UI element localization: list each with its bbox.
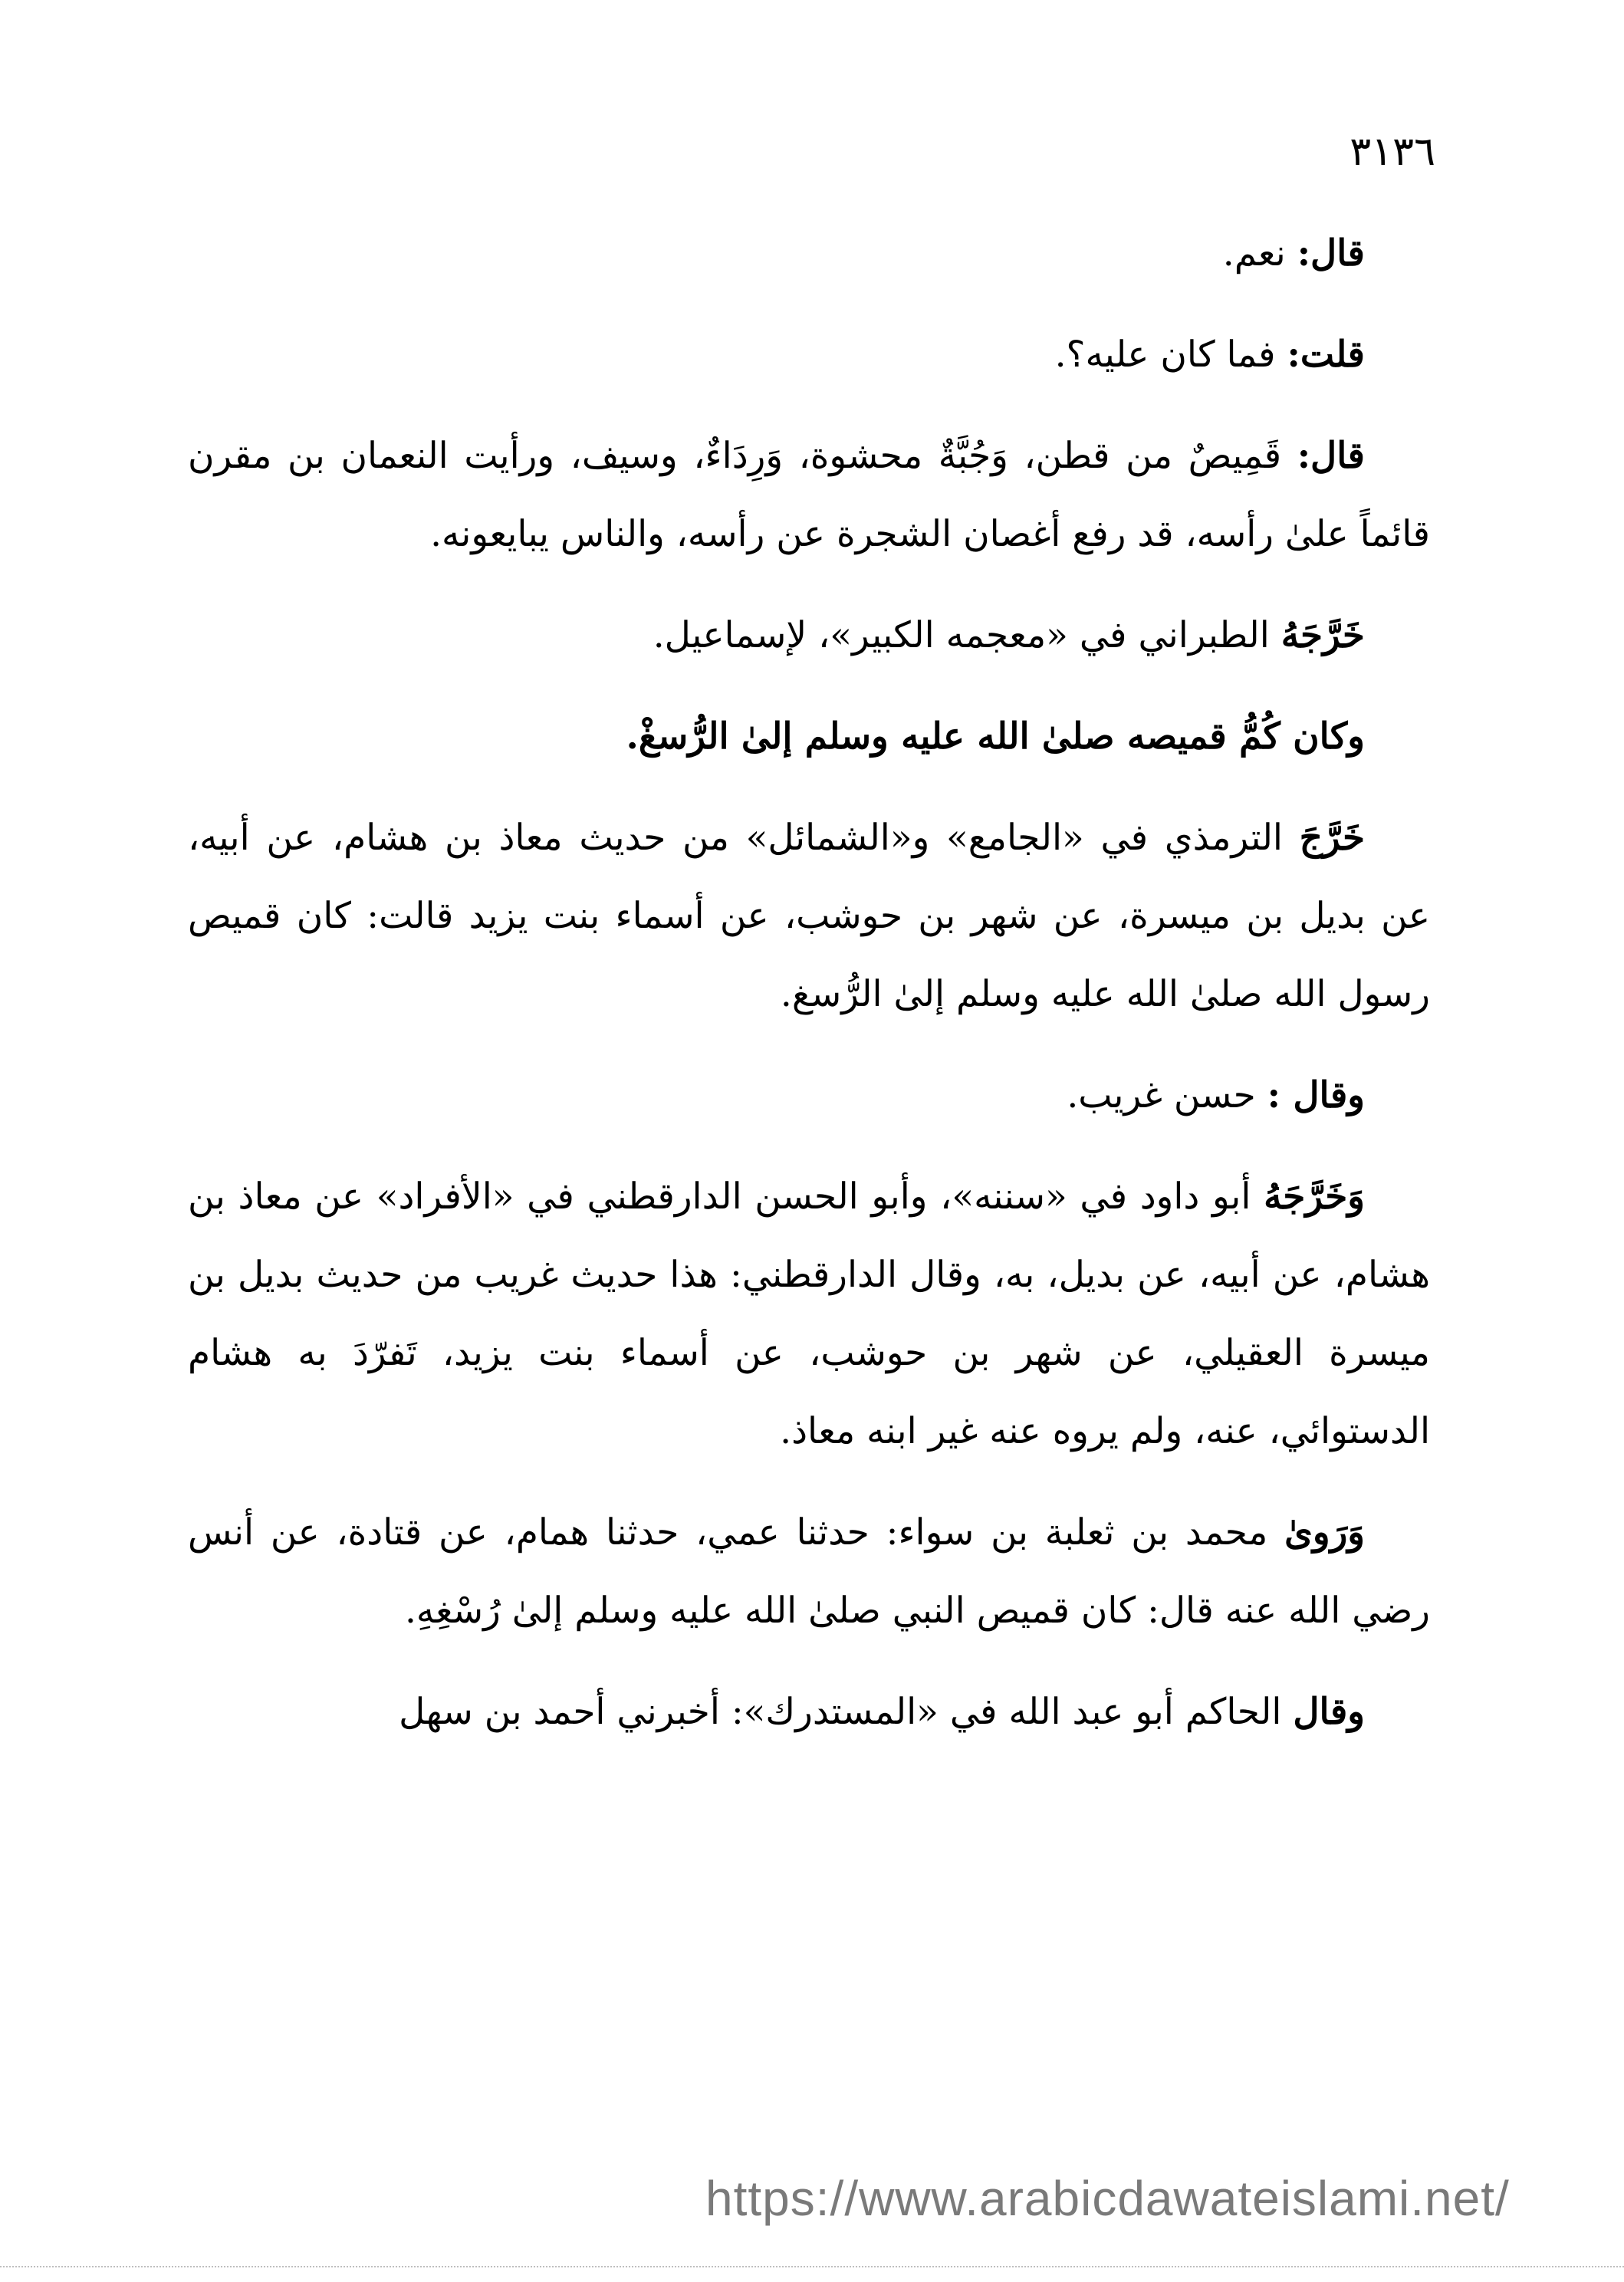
paragraph-text: الحاكم أبو عبد الله في «المستدرك»: أخبرني أحمد بن سهل (399, 1691, 1294, 1733)
paragraph-lead: وكان كُمُّ قميصه صلىٰ الله عليه وسلم إلىٰ الرُّسغْ. (626, 715, 1365, 758)
paragraph-text: فما كان عليه؟. (1054, 334, 1287, 376)
paragraph-2 (188, 316, 1430, 394)
paragraph-3 (188, 417, 1430, 574)
paragraph-lead: قال: (1297, 232, 1365, 275)
paragraph-lead: خَرَّجَهُ (1280, 614, 1365, 656)
paragraph-lead: وقال : (1267, 1074, 1365, 1116)
paragraph-text: محمد بن ثعلبة بن سواء: حدثنا عمي، حدثنا همام، عن قتادة، عن أنس رضي الله عنه قال: كان قميص النبي صلىٰ الله عليه وسلم إلىٰ رُسْغِهِ. (188, 1511, 1430, 1632)
paragraph-lead: قلت: (1287, 334, 1365, 376)
paragraph-9 (188, 1494, 1430, 1650)
paragraph-8 (188, 1158, 1430, 1471)
paragraph-lead: وقال (1293, 1691, 1365, 1733)
body-text (188, 215, 1430, 1774)
paragraph-lead: قال: (1297, 435, 1365, 477)
paragraph-5 (188, 698, 1430, 776)
paragraph-10 (188, 1673, 1430, 1751)
paragraph-lead: خَرَّجَ (1299, 817, 1365, 859)
paragraph-7 (188, 1057, 1430, 1135)
page-edge-divider (0, 2266, 1624, 2272)
watermark-url: https://www.arabicdawateislami.net/ (705, 2171, 1510, 2226)
paragraph-lead: وَرَوىٰ (1284, 1511, 1365, 1554)
paragraph-text: قَمِيصٌ من قطن، وَجُبَّةٌ محشوة، وَرِدَاءٌ، وسيف، ورأيت النعمان بن مقرن قائماً علىٰ رأسه، قد رفع أغصان الشجرة عن رأسه، والناس يبايعونه. (188, 435, 1430, 555)
page-number: ٣١٣٦ (1349, 129, 1435, 175)
paragraph-text: الطبراني في «معجمه الكبير»، لإسماعيل. (653, 614, 1281, 656)
paragraph-text: أبو داود في «سننه»، وأبو الحسن الدارقطني في «الأفراد» عن معاذ بن هشام، عن أبيه، عن بديل، به، وقال الدارقطني: هذا حديث غريب من حديث بديل بن ميسرة العقيلي، عن شهر بن حوشب، عن أسماء بنت يزيد، تَفرّدَ به هشام الدستوائي، عنه، ولم يروه عنه غير ابنه معاذ. (188, 1176, 1430, 1452)
paragraph-text: حسن غريب. (1067, 1074, 1267, 1116)
paragraph-1 (188, 215, 1430, 293)
paragraph-6 (188, 799, 1430, 1034)
paragraph-4 (188, 597, 1430, 675)
paragraph-text: نعم. (1222, 232, 1297, 275)
paragraph-text: الترمذي في «الجامع» و«الشمائل» من حديث معاذ بن هشام، عن أبيه، عن بديل بن ميسرة، عن شهر بن حوشب، عن أسماء بنت يزيد قالت: كان قميص رسول الله صلىٰ الله عليه وسلم إلىٰ الرُّسغ. (188, 817, 1430, 1015)
paragraph-lead: وَخَرَّجَهُ (1264, 1176, 1365, 1218)
